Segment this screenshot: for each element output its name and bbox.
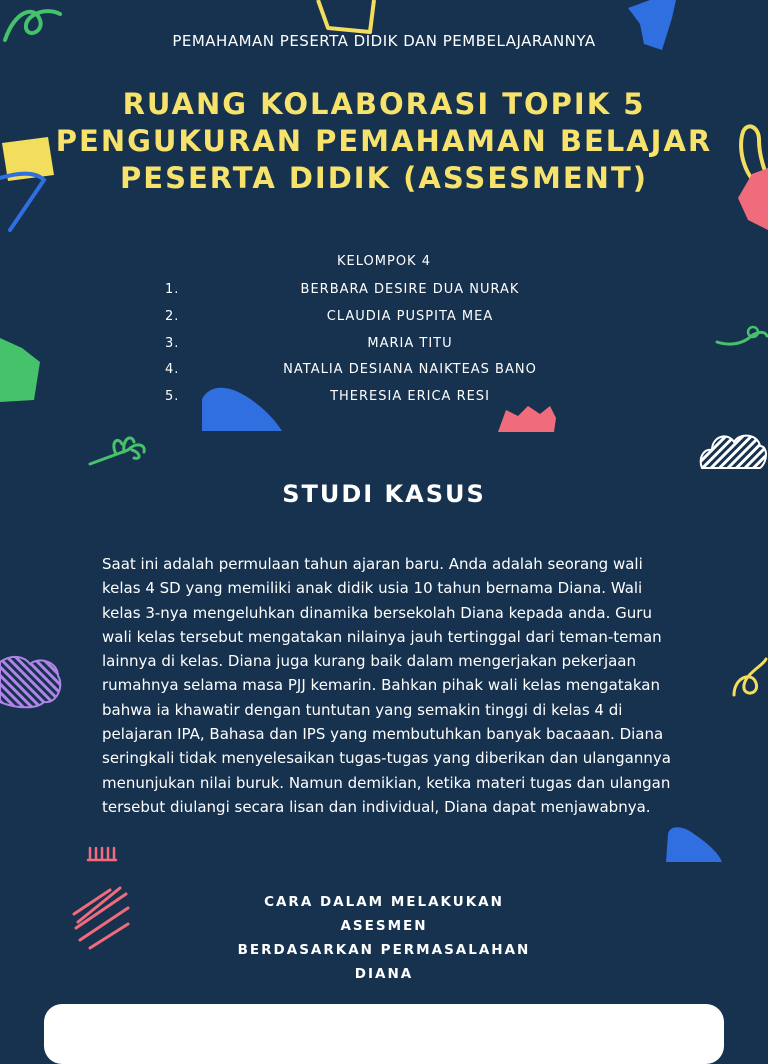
member-number: 1. — [165, 282, 180, 297]
group-label: KELOMPOK 4 — [337, 254, 431, 269]
member-number: 2. — [165, 309, 180, 324]
assessment-title-line: DIANA — [354, 966, 414, 982]
case-study-line: lainnya di kelas. Diana juga kurang baik dalam mengerjakan pekerjaan — [102, 652, 637, 671]
pink-comb-icon — [86, 844, 118, 864]
green-leaf-sprig-icon — [88, 428, 152, 468]
member-row — [0, 309, 768, 329]
main-title-line-3: PESERTA DIDIK (ASSESMENT) — [120, 161, 648, 195]
case-study-line: seringkali tidak menyelesaikan tugas-tugas yang diberikan dan ulangannya — [102, 749, 671, 768]
case-study-line: wali kelas tersebut mengatakan nilainya jauh tertinggal dari teman-teman — [102, 627, 662, 646]
case-study-line: menunjukan nilai buruk. Namun demikian, ketika materi tugas dan ulangan — [102, 773, 671, 792]
member-name: MARIA TITU — [367, 336, 453, 351]
bottom-content-card — [44, 1004, 724, 1064]
main-title-line-1: RUANG KOLABORASI TOPIK 5 — [122, 87, 646, 121]
member-row — [0, 389, 768, 409]
member-name: BERBARA DESIRE DUA NURAK — [300, 282, 520, 297]
case-study-line: tersebut diulangi secara lisan dan individual, Diana dapat menjawabnya. — [102, 797, 651, 816]
white-striped-cloud-icon — [698, 428, 768, 474]
case-study-line: kelas 4 SD yang memiliki anak didik usia 10 tahun bernama Diana. Wali — [102, 579, 643, 598]
case-study-line: pelajaran IPA, Bahasa dan IPS yang membutuhkan banyak bacaaan. Diana — [102, 725, 664, 744]
assessment-title-line: CARA DALAM MELAKUKAN — [264, 894, 504, 910]
case-study-title: STUDI KASUS — [282, 480, 486, 508]
case-study-line: Saat ini adalah permulaan tahun ajaran baru. Anda adalah seorang wali — [102, 555, 643, 573]
member-name: THERESIA ERICA RESI — [330, 389, 490, 404]
assessment-title-line: ASESMEN — [340, 918, 428, 934]
member-row — [0, 336, 768, 356]
main-title — [40, 86, 728, 197]
member-name: CLAUDIA PUSPITA MEA — [326, 309, 494, 324]
member-row — [0, 362, 768, 382]
yellow-spiral-icon — [730, 655, 768, 705]
yellow-outline-shape-icon — [310, 0, 380, 35]
pink-shape-icon — [738, 168, 768, 230]
case-study-line: rumahnya selama masa PJJ kemarin. Bahkan pihak wali kelas mengatakan — [102, 676, 660, 695]
member-name: NATALIA DESIANA NAIKTEAS BANO — [283, 362, 537, 377]
member-number: 3. — [165, 336, 180, 351]
main-title-line-2: PENGUKURAN PEMAHAMAN BELAJAR — [55, 124, 713, 158]
assessment-title — [0, 890, 768, 986]
subject-heading: PEMAHAMAN PESERTA DIDIK DAN PEMBELAJARANNYA — [172, 32, 596, 50]
member-row — [0, 282, 768, 302]
member-number: 5. — [165, 389, 180, 404]
purple-striped-cloud-icon — [0, 652, 62, 712]
case-study-text — [102, 552, 722, 819]
case-study-line: bahwa ia khawatir dengan tuntutan yang semakin tinggi di kelas 4 di — [102, 700, 623, 719]
member-number: 4. — [165, 362, 180, 377]
case-study-line: kelas 3-nya mengeluhkan dinamika bersekolah Diana kepada anda. Guru — [102, 603, 652, 622]
blue-mound-shape-icon — [664, 824, 724, 864]
assessment-title-line: BERDASARKAN PERMASALAHAN — [237, 942, 531, 958]
